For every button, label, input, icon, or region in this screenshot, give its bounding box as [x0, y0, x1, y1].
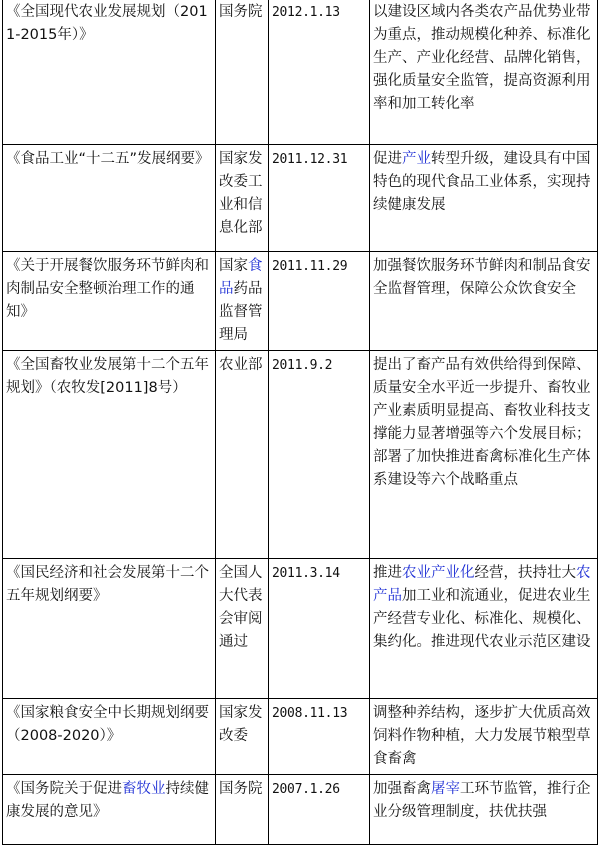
date-cell: 2011.12.31	[269, 145, 370, 252]
text-segment: 《国务院关于促进	[6, 781, 122, 797]
keyword-link[interactable]: 产业	[402, 151, 431, 167]
text-segment: 调整种养结构，逐步扩大优质高效饲料作物种植，大力发展节粮型草食畜禽	[373, 705, 591, 767]
table-row	[3, 252, 598, 351]
text-segment: 加工业和流通业，促进农业生产经营专业化、标准化、规模化、集约化。推进现代农业示范区建设	[373, 588, 591, 650]
text-segment: 推进	[373, 565, 402, 581]
text-segment: 提出了畜产品有效供给得到保障、质量安全水平近一步提升、畜牧业产业素质明显提高、畜牧业科技支撑能力显著增强等六个发展目标；部署了加快推进畜禽标准化生产体系建设等六个战略重点	[373, 357, 591, 488]
table-row	[3, 0, 598, 145]
issuer-cell: 国家发改委工业和信息化部	[216, 145, 269, 252]
content-cell	[370, 699, 598, 775]
policy-title-cell: 《全国现代农业发展规划（2011-2015年）》	[3, 0, 216, 145]
keyword-link[interactable]: 农产品	[373, 565, 591, 604]
keyword-link[interactable]: 畜牧业	[122, 781, 166, 797]
keyword-link[interactable]: 食品	[219, 258, 263, 297]
policy-title-cell: 《国家粮食安全中长期规划纲要（2008-2020）》	[3, 699, 216, 775]
content-cell	[370, 775, 598, 845]
date-cell: 2007.1.26	[269, 775, 370, 845]
date-cell: 2011.11.29	[269, 252, 370, 351]
content-cell	[370, 0, 598, 145]
issuer-cell	[216, 252, 269, 351]
policy-title-cell: 《食品工业“十二五”发展纲要》	[3, 145, 216, 252]
text-segment: 国家	[219, 258, 248, 274]
content-cell	[370, 351, 598, 559]
date-cell: 2008.11.13	[269, 699, 370, 775]
text-segment: 转型升级，建设具有中国特色的现代食品工业体系，实现持续健康发展	[373, 151, 591, 213]
table-row	[3, 559, 598, 699]
text-segment: 加强畜禽	[373, 781, 431, 797]
date-cell: 2011.3.14	[269, 559, 370, 699]
text-segment: 经营，扶持壮大	[474, 565, 576, 581]
text-segment: 持续健康发展的意见》	[6, 781, 209, 820]
date-cell: 2011.9.2	[269, 351, 370, 559]
text-segment: 促进	[373, 151, 402, 167]
content-cell	[370, 145, 598, 252]
policy-title-cell: 《关于开展餐饮服务环节鲜肉和肉制品安全整顿治理工作的通知》	[3, 252, 216, 351]
text-segment: 工环节监管，推行企业分级管理制度，扶优扶强	[373, 781, 591, 820]
policy-title-cell: 《国民经济和社会发展第十二个五年规划纲要》	[3, 559, 216, 699]
text-segment: 药品监督管理局	[219, 281, 263, 343]
table-row	[3, 699, 598, 775]
table-row	[3, 145, 598, 252]
content-cell	[370, 559, 598, 699]
issuer-cell: 全国人大代表会审阅通过	[216, 559, 269, 699]
policy-table	[2, 0, 598, 845]
issuer-cell: 农业部	[216, 351, 269, 559]
date-cell: 2012.1.13	[269, 0, 370, 145]
keyword-link[interactable]: 农业产业化	[402, 565, 475, 581]
keyword-link[interactable]: 屠宰	[431, 781, 460, 797]
table-row	[3, 351, 598, 559]
text-segment: 加强餐饮服务环节鲜肉和制品食安全监督管理，保障公众饮食安全	[373, 258, 591, 297]
issuer-cell: 国务院	[216, 0, 269, 145]
policy-title-cell: 《全国畜牧业发展第十二个五年规划》（农牧发[2011]8号）	[3, 351, 216, 559]
content-cell	[370, 252, 598, 351]
policy-table-body	[3, 0, 598, 845]
issuer-cell: 国家发改委	[216, 699, 269, 775]
issuer-cell: 国务院	[216, 775, 269, 845]
policy-title-cell	[3, 775, 216, 845]
table-row	[3, 775, 598, 845]
text-segment: 以建设区域内各类农产品优势业带为重点，推动规模化种养、标准化生产、产业化经营、品牌化销售，强化质量安全监管，提高资源利用率和加工转化率	[373, 4, 591, 112]
